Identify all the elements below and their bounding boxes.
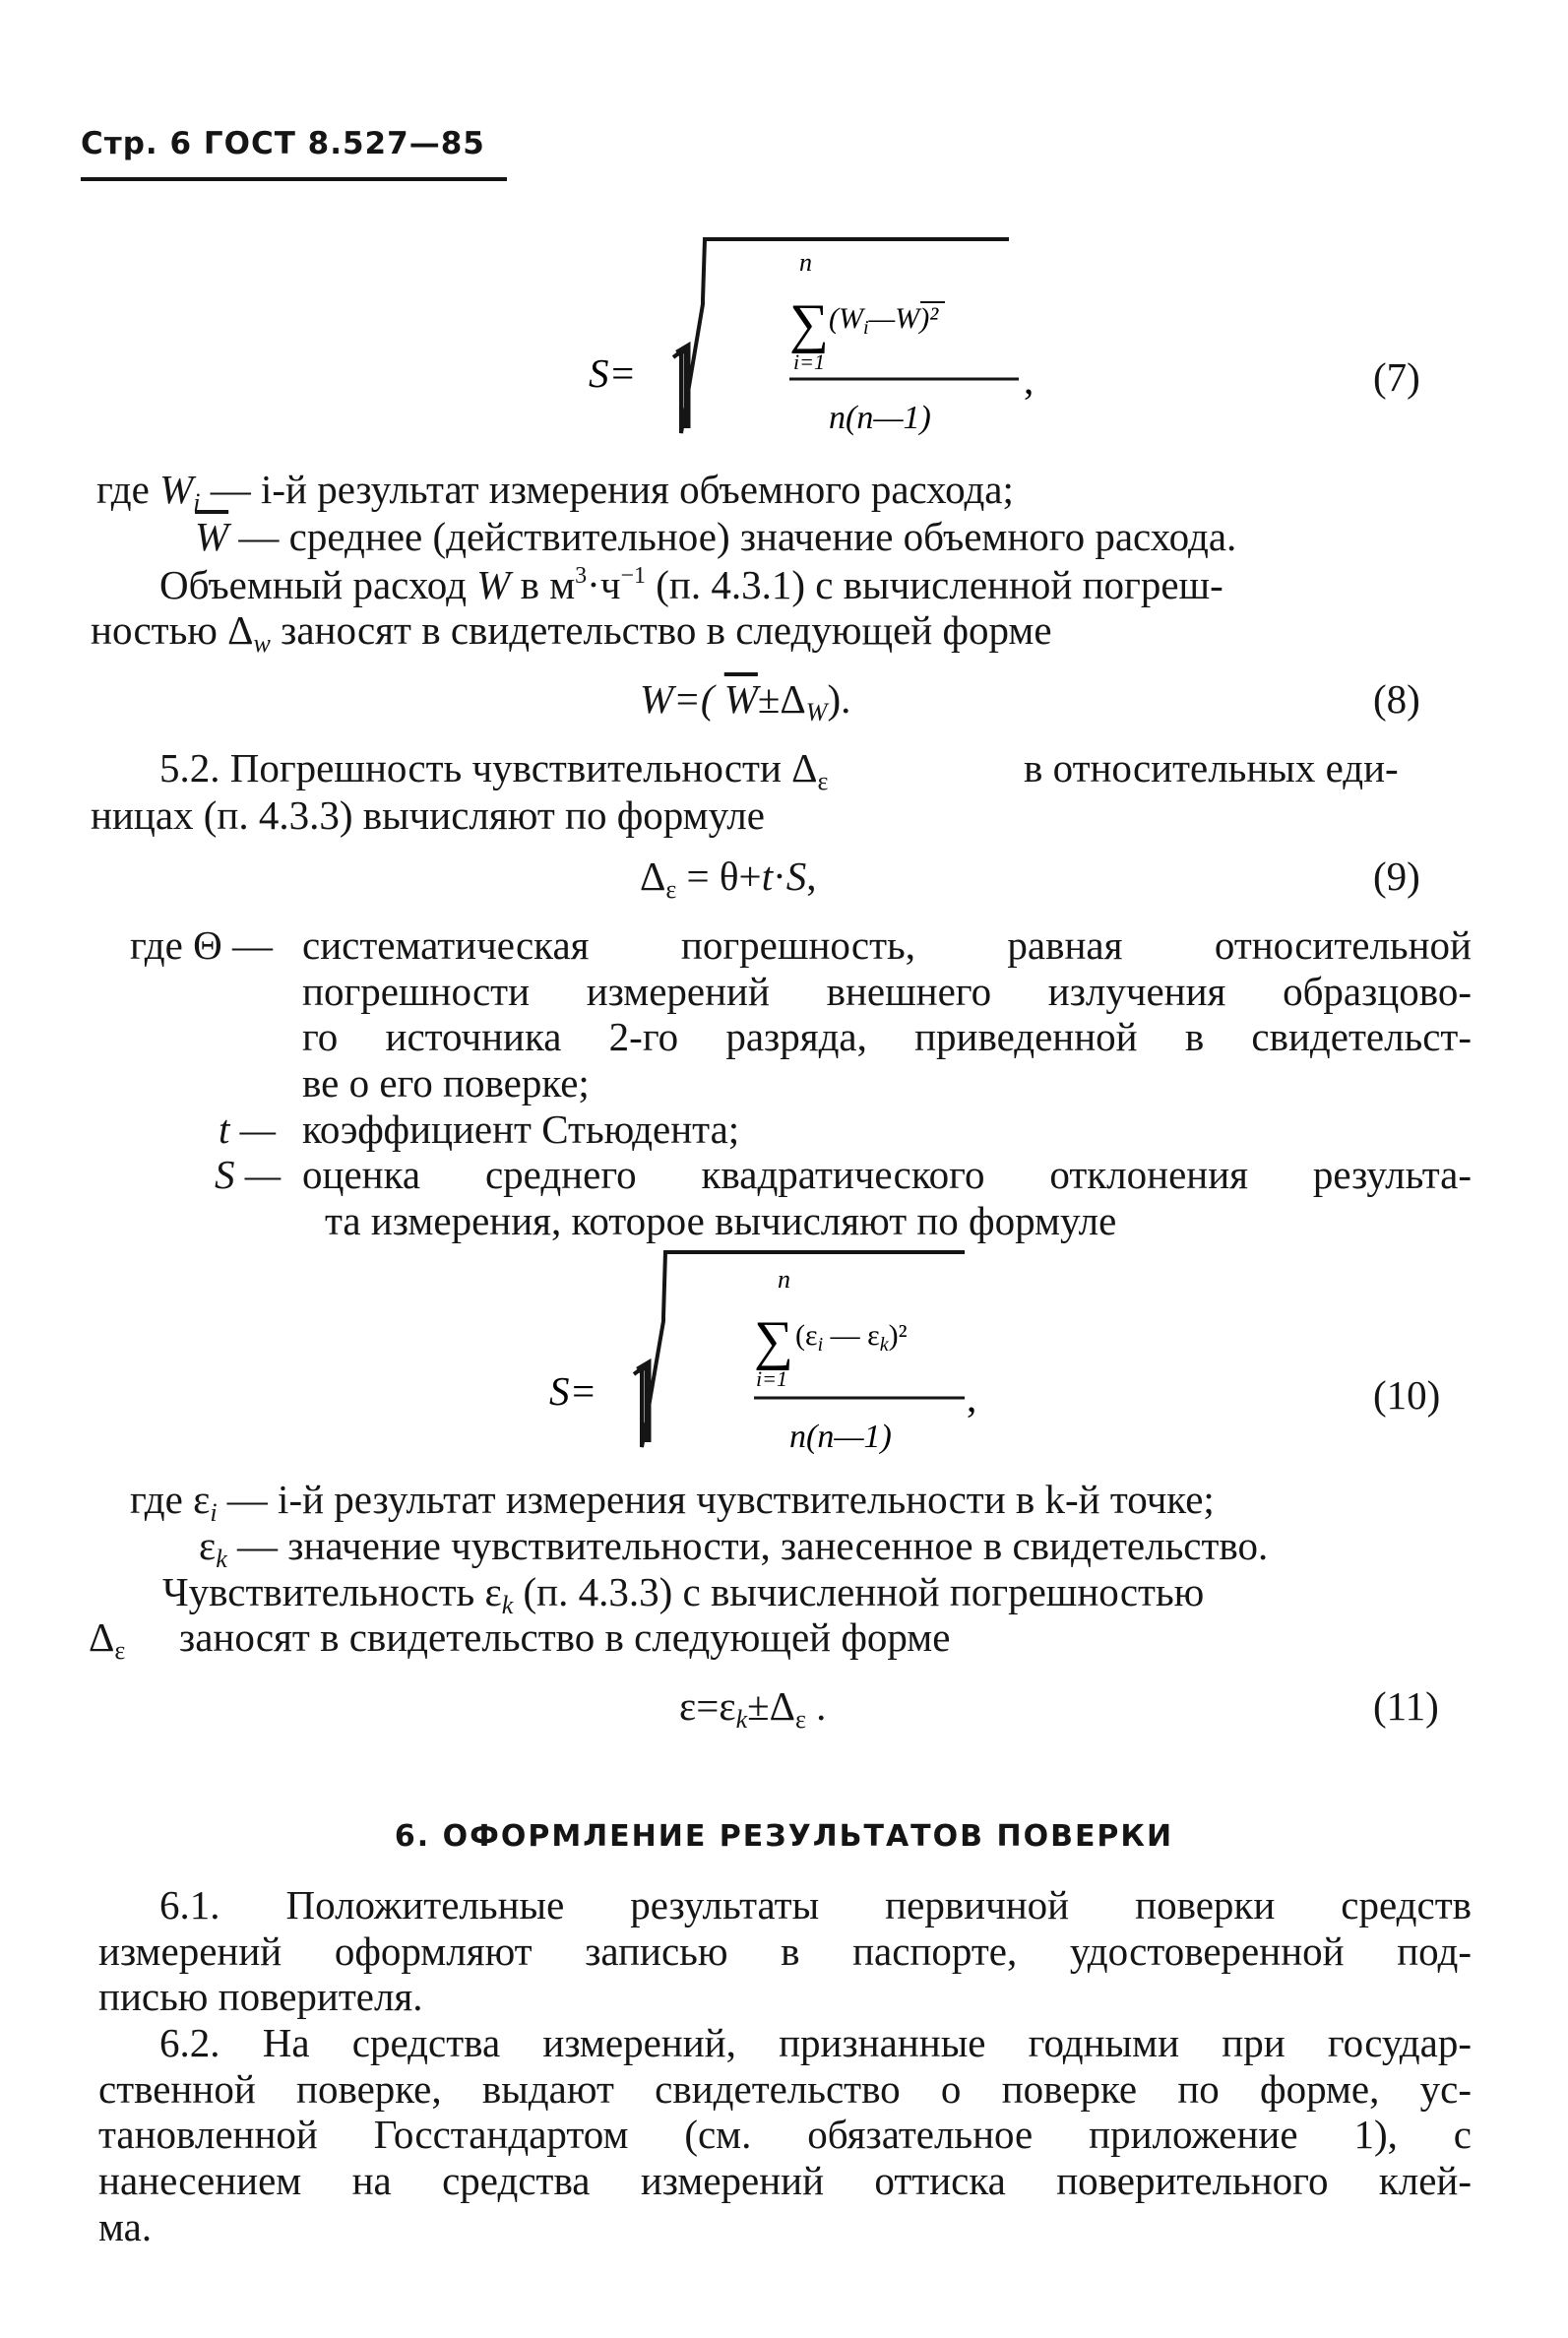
def9-s-line-2: та измерения, которое вычисляют по формуле — [325, 1198, 1117, 1243]
def9-theta-line-3: го источника 2-го разряда, приведенной в свидетельст- — [302, 1014, 1472, 1059]
formula-10-term-rest: )² — [888, 1319, 908, 1352]
formula-10-denominator: n(n—1) — [789, 1419, 892, 1454]
formula-7 — [571, 231, 1043, 443]
def9-theta-label: где Θ — — [130, 922, 273, 968]
section-6-heading: 6. ОФОРМЛЕНИЕ РЕЗУЛЬТАТОВ ПОВЕРКИ — [394, 1819, 1174, 1854]
para-sensitivity-line-1: Чувствительность $\varepsilon_k$ (п. 4.3.3) с вычисленной погрешностью — [162, 1569, 1205, 1619]
formula-10-sum-upper: n — [778, 1265, 790, 1294]
para-6-2-line-4: нанесением на средства измерений оттиска поверительного клей- — [98, 2158, 1472, 2203]
para-6-2-line-5: ма. — [98, 2204, 153, 2249]
para-sensitivity-line-2-text: заносят в свидетельство в следующей форме — [179, 1614, 951, 1660]
formula-7-sum-upper: n — [799, 248, 812, 277]
header-rule — [81, 177, 507, 181]
formula-10-term-mid: — ε — [823, 1319, 880, 1352]
def9-theta-line-4: ве о его поверке; — [302, 1060, 590, 1106]
para-5-2-line-1-tail: в относительных еди- — [1024, 745, 1399, 790]
para-6-1-line-1: 6.1. Положительные результаты первичной поверки средств — [159, 1882, 1472, 1927]
para-volume-line-1: Объемный расход W в $м^3\cdot ч^{-1}$ (п. 4.3.1) с вычисленной погреш- — [159, 562, 1223, 607]
def9-t-label: t — — [219, 1106, 277, 1152]
formula-10-term-sub2: k — [879, 1334, 889, 1356]
para-5-2-line-1: 5.2. Погрешность чувствительности $\Delta_\varepsilon$ — [159, 745, 829, 795]
svg-text:(εi — εk)² — [795, 1319, 908, 1356]
def9-t-text: коэффициент Стьюдента; — [302, 1106, 740, 1152]
def9-theta-line-2: погрешности измерений внешнего излучения образцово- — [302, 969, 1472, 1014]
formula-10-sigma: ∑ — [754, 1310, 793, 1371]
formula-7-term: (W — [829, 302, 863, 335]
def9-s-line-1: оценка среднего квадратического отклонения результа- — [302, 1152, 1472, 1197]
page-header: Стр. 6 ГОСТ 8.527—85 — [81, 126, 485, 161]
formula-7-term-sub: i — [862, 317, 869, 339]
def9-theta-line-1: систематическая погрешность, равная относительной — [302, 922, 1472, 968]
equation-number-9: (9) — [1373, 853, 1420, 899]
equation-number-7: (7) — [1373, 354, 1420, 400]
para-volume-line-2: ностью $\Delta_w$ заносят в свидетельство в следующей форме — [91, 607, 1052, 658]
def10-line-1: где $\varepsilon_i$ — i-й результат измерения чувствительности в k-й точке; — [130, 1477, 1215, 1527]
formula-7-denominator: n(n—1) — [829, 400, 931, 436]
formula-8: W=( $\overline{W}\pm\Delta_W$). — [640, 676, 851, 727]
formula-7-lhs: S= — [589, 350, 637, 396]
formula-7-sum-lower: i=1 — [793, 349, 825, 374]
para-6-2-line-2: ственной поверке, выдают свидетельство о поверке по форме, ус- — [98, 2066, 1472, 2112]
para-5-2-line-2: ницах (п. 4.3.3) вычисляют по формуле — [91, 792, 765, 838]
formula-10-lhs: S= — [549, 1368, 597, 1414]
formula-11: $\varepsilon=\varepsilon_k\pm\Delta_\varepsilon$ . — [679, 1683, 827, 1734]
formula-10-trailing: , — [967, 1375, 977, 1421]
para-6-1-line-2: измерений оформляют записью в паспорте, удостоверенной под- — [98, 1928, 1472, 1974]
equation-number-10: (10) — [1373, 1372, 1441, 1418]
equation-number-11: (11) — [1373, 1683, 1439, 1729]
def10-line-2: $\varepsilon_k$ — значение чувствительности, занесенное в свидетельство. — [199, 1523, 1269, 1573]
para-sensitivity-line-2-symbol: $\Delta_\varepsilon$ — [89, 1614, 126, 1665]
formula-9: $\Delta_\varepsilon = \theta+t\cdot S$, — [640, 853, 817, 904]
formula-10 — [532, 1242, 1024, 1454]
equation-number-8: (8) — [1373, 676, 1420, 722]
formula-7-trailing: , — [1024, 357, 1035, 403]
formula-10-sum-lower: i=1 — [756, 1366, 787, 1391]
def7-line-1: где $W_i$ — i-й результат измерения объемного расхода; — [96, 467, 1014, 517]
formula-10-term-sub1: i — [817, 1334, 824, 1356]
formula-10-term: (ε — [795, 1319, 818, 1352]
para-6-1-line-3: писью поверителя. — [98, 1974, 423, 2019]
def7-line-2: $\overline{W}$ — среднее (действительное) значение объемного расхода. — [195, 514, 1237, 559]
svg-text:(Wi—W)² — [829, 302, 939, 339]
para-6-2-line-3: тановленной Госстандартом (см. обязательное приложение 1), с — [98, 2112, 1472, 2157]
para-6-2-line-1: 6.2. На средства измерений, признанные годными при государ- — [159, 2020, 1472, 2065]
def9-s-label: S — — [215, 1152, 282, 1197]
formula-7-term-rest: —W)² — [868, 302, 939, 335]
formula-7-sigma: ∑ — [789, 293, 829, 354]
